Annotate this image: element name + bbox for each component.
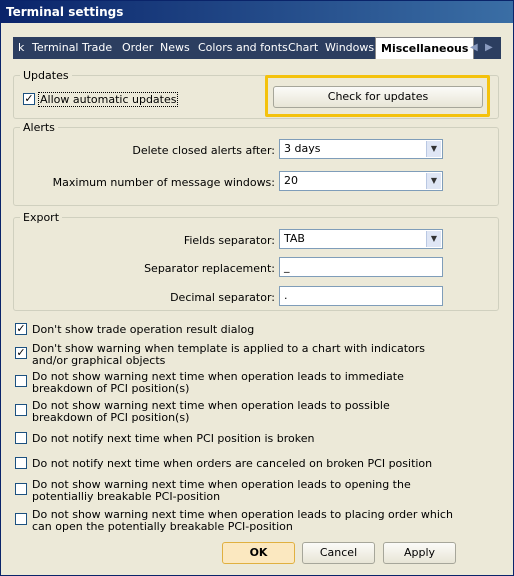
max-windows-label: Maximum number of message windows: <box>52 176 275 189</box>
chevron-down-icon[interactable]: ▼ <box>426 173 441 189</box>
option-label[interactable]: Do not notify next time when PCI position is broken <box>32 432 315 445</box>
option-label[interactable]: Don't show warning when template is applied to a chart with indicators and/or graphical objects <box>32 342 426 367</box>
apply-button[interactable]: Apply <box>383 542 456 564</box>
tab-news[interactable]: News <box>160 41 190 54</box>
max-windows-value: 20 <box>284 174 298 187</box>
option-label[interactable]: Do not show warning next time when operation leads to immediate breakdown of PCI position(s) <box>32 370 404 395</box>
option-label[interactable]: Do not show warning next time when operation leads to placing order which can open the potentially breakable PCI-position <box>32 508 453 533</box>
window-title: Terminal settings <box>1 1 513 23</box>
separator-replacement-label: Separator replacement: <box>144 262 275 275</box>
miscellaneous-panel <box>13 59 501 539</box>
cancel-button[interactable]: Cancel <box>302 542 375 564</box>
chevron-down-icon[interactable]: ▼ <box>426 231 441 247</box>
tab-terminal[interactable]: Terminal <box>32 41 79 54</box>
tab-chart[interactable]: Chart <box>288 41 319 54</box>
check-for-updates-button[interactable]: Check for updates <box>273 86 483 108</box>
ok-button[interactable]: OK <box>222 542 295 564</box>
option-label[interactable]: Don't show trade operation result dialog <box>32 323 255 336</box>
tab-scroll-right-icon[interactable]: ▶ <box>485 42 493 53</box>
alerts-legend: Alerts <box>23 121 55 134</box>
decimal-separator-input[interactable]: . <box>279 286 443 306</box>
chevron-down-icon[interactable]: ▼ <box>426 141 441 157</box>
tab-order[interactable]: Order <box>122 41 154 54</box>
delete-alerts-label: Delete closed alerts after: <box>132 144 275 157</box>
decimal-separator-label: Decimal separator: <box>170 291 275 304</box>
option-label[interactable]: Do not show warning next time when operation leads to possible breakdown of PCI position(s) <box>32 399 390 424</box>
allow-automatic-updates-checkbox[interactable]: ✓ <box>24 92 34 105</box>
alerts-group <box>13 121 499 206</box>
max-windows-select[interactable] <box>279 171 443 191</box>
tab-windows[interactable]: Windows <box>325 41 375 54</box>
option-checkbox[interactable] <box>15 483 27 495</box>
allow-automatic-updates-label[interactable]: Allow automatic updates <box>40 93 177 106</box>
updates-legend: Updates <box>23 69 69 82</box>
option-checkbox[interactable]: ✓ <box>16 322 26 335</box>
tab-strip <box>13 37 501 59</box>
tab-scroll-left-icon[interactable]: ◀ <box>470 42 478 53</box>
tab-colors-and-fonts[interactable]: Colors and fonts <box>198 41 288 54</box>
tab-k[interactable]: k <box>18 41 25 54</box>
option-checkbox[interactable]: ✓ <box>16 346 26 359</box>
option-label[interactable]: Do not notify next time when orders are canceled on broken PCI position <box>32 457 433 470</box>
option-checkbox[interactable] <box>15 432 27 444</box>
option-checkbox[interactable] <box>15 404 27 416</box>
tab-trade[interactable]: Trade <box>82 41 113 54</box>
export-legend: Export <box>23 211 60 224</box>
tab-miscellaneous[interactable]: Miscellaneous <box>375 37 474 59</box>
separator-replacement-input[interactable]: _ <box>279 257 443 277</box>
option-checkbox[interactable] <box>15 375 27 387</box>
option-checkbox[interactable] <box>15 457 27 469</box>
fields-separator-select[interactable] <box>279 229 443 249</box>
option-label[interactable]: Do not show warning next time when operation leads to opening the potentialliy breakable PCI-position <box>32 478 411 503</box>
fields-separator-value: TAB <box>284 232 305 245</box>
option-checkbox[interactable] <box>15 513 27 525</box>
delete-alerts-value: 3 days <box>284 142 321 155</box>
fields-separator-label: Fields separator: <box>183 234 275 247</box>
delete-alerts-select[interactable] <box>279 139 443 159</box>
